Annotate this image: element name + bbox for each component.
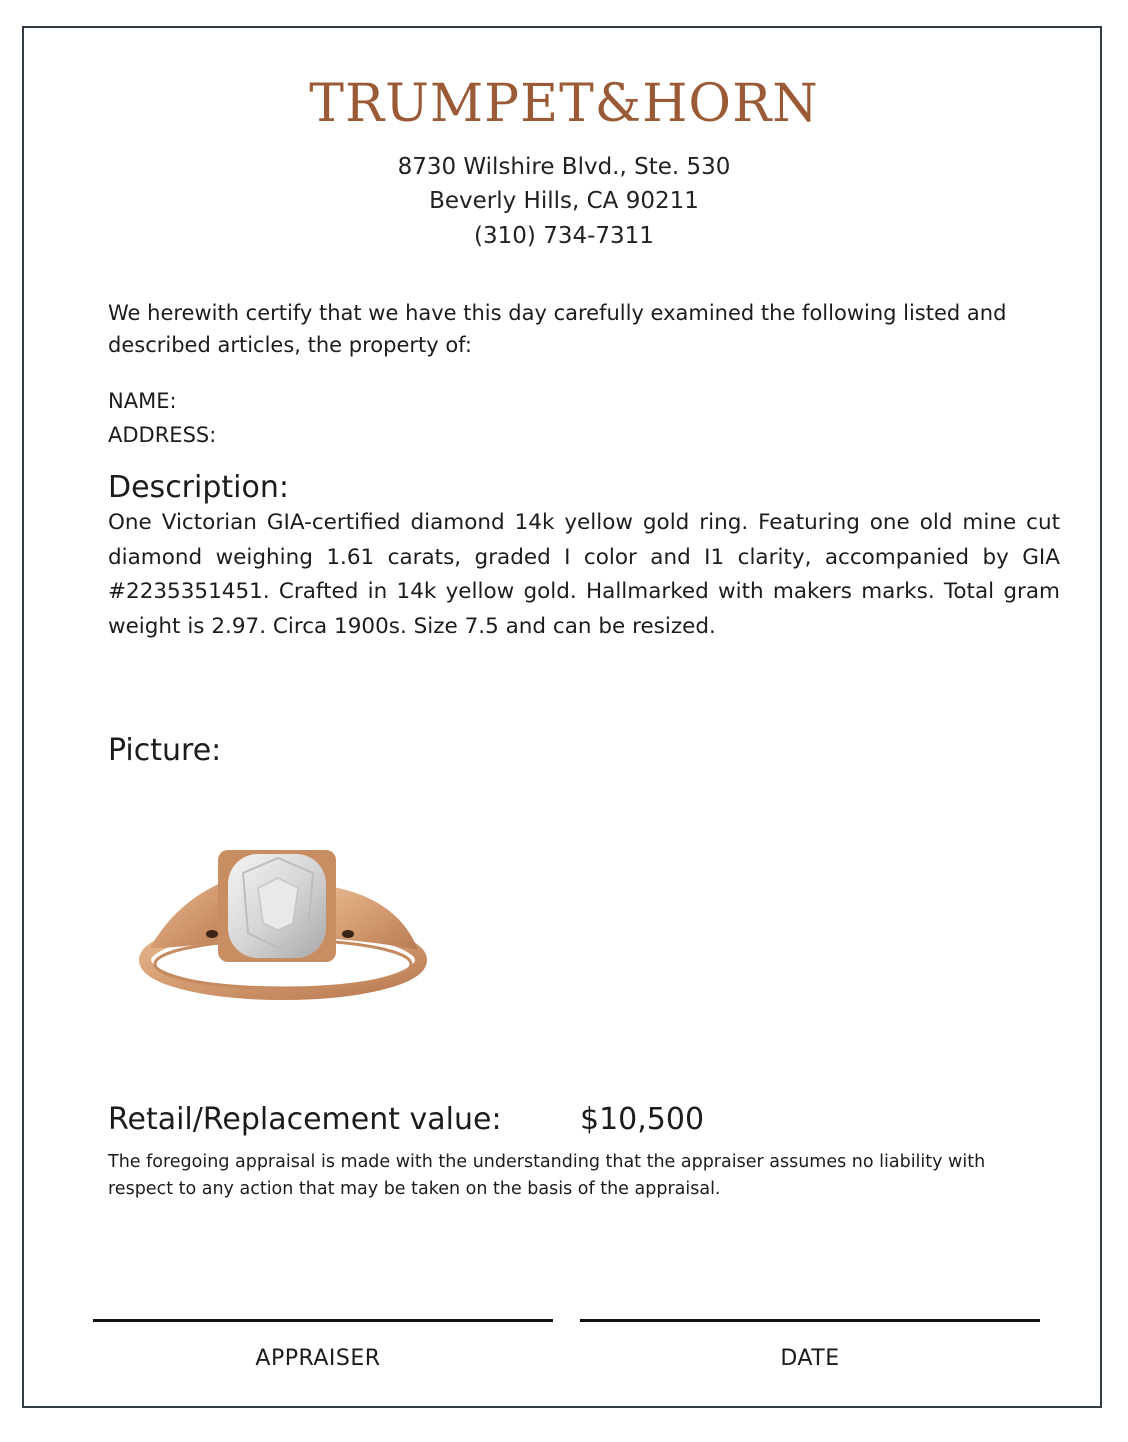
brand-logo: TRUMPET&HORN xyxy=(309,74,819,134)
value-label: Retail/Replacement value: xyxy=(108,1102,502,1137)
description-heading: Description: xyxy=(108,470,289,505)
address-line-2: Beverly Hills, CA 90211 xyxy=(429,188,699,214)
address-line-1: 8730 Wilshire Blvd., Ste. 530 xyxy=(397,154,731,180)
date-signature-line xyxy=(580,1319,1040,1322)
disclaimer-text: The foregoing appraisal is made with the understanding that the appraiser assumes no liability with respect to any action that may be taken on the basis of the appraisal. xyxy=(108,1152,986,1199)
certification-statement: We herewith certify that we have this day carefully examined the following listed and described articles, the property of: xyxy=(108,301,1007,357)
value-amount: $10,500 xyxy=(580,1102,705,1137)
date-label: DATE xyxy=(780,1346,840,1371)
appraiser-label: APPRAISER xyxy=(255,1346,381,1371)
ring-photo xyxy=(138,838,438,1008)
name-label: NAME: xyxy=(108,389,177,413)
description-text: One Victorian GIA-certified diamond 14k yellow gold ring. Featuring one old mine cut diamond weighing 1.61 carats, graded I color and I1 clarity, accompanied by GIA #2235351451. Crafted in 14k yellow gold. Hallmarked with makers marks. Total gram weight is 2.97. Circa 1900s. Size 7.5 and can be resized. xyxy=(108,510,1060,639)
picture-heading: Picture: xyxy=(108,733,222,768)
appraiser-signature-line xyxy=(93,1319,553,1322)
phone-number: (310) 734-7311 xyxy=(474,223,654,249)
address-label: ADDRESS: xyxy=(108,423,217,447)
